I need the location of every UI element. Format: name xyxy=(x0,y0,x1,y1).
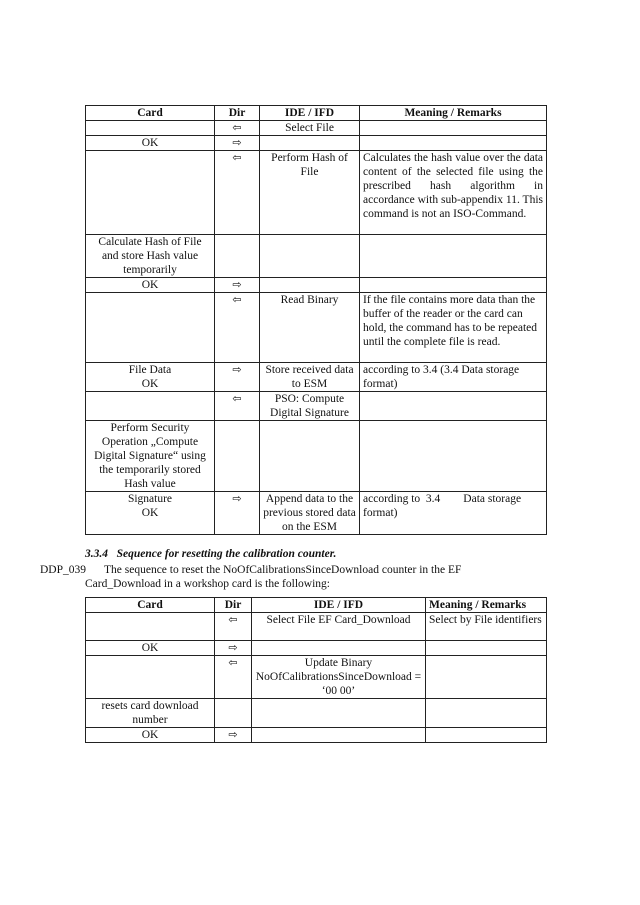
cell-meaning: according to 3.4 (3.4 Data storage format) xyxy=(360,363,547,392)
header-ide-ifd: IDE / IFD xyxy=(260,106,360,121)
table-row xyxy=(86,392,547,421)
table-header-row xyxy=(86,106,547,121)
header-ide-ifd: IDE / IFD xyxy=(252,598,426,613)
cell-card xyxy=(86,121,215,136)
cell-card: Signature OK xyxy=(86,492,215,535)
arrow-right-icon: ⇨ xyxy=(215,136,260,151)
cell-ide: Store received data to ESM xyxy=(260,363,360,392)
cell-card: OK xyxy=(86,136,215,151)
cell-meaning: Calculates the hash value over the data content of the selected file using the prescribed hash algorithm in accordance with sub-appendix 11. This command is not an ISO-Command. xyxy=(360,151,547,235)
cell-ide: PSO: Compute Digital Signature xyxy=(260,392,360,421)
table-row xyxy=(86,121,547,136)
cell-ide: Select File EF Card_Download xyxy=(252,613,426,641)
arrow-right-icon: ⇨ xyxy=(215,278,260,293)
cell-card xyxy=(86,613,215,641)
header-meaning: Meaning / Remarks xyxy=(360,106,547,121)
cell-card: resets card download number xyxy=(86,699,215,728)
section-number: 3.3.4 xyxy=(85,548,108,560)
header-dir: Dir xyxy=(215,106,260,121)
cell-ide xyxy=(260,136,360,151)
cell-ide xyxy=(252,641,426,656)
header-card: Card xyxy=(86,598,215,613)
header-dir: Dir xyxy=(215,598,252,613)
cell-card: OK xyxy=(86,728,215,743)
cell-meaning xyxy=(360,121,547,136)
section-title: Sequence for resetting the calibration counter. xyxy=(116,548,337,560)
table-row xyxy=(86,492,547,535)
cell-dir xyxy=(215,699,252,728)
table-row xyxy=(86,363,547,392)
cell-ide: Append data to the previous stored data on the ESM xyxy=(260,492,360,535)
requirement-paragraph xyxy=(40,563,546,591)
cell-card: Perform Security Operation „Compute Digital Signature“ using the temporarily stored Hash value xyxy=(86,421,215,492)
table-row xyxy=(86,421,547,492)
cell-card: File Data OK xyxy=(86,363,215,392)
sequence-table-reset-counter xyxy=(85,597,547,743)
table-row xyxy=(86,136,547,151)
cell-ide xyxy=(260,235,360,278)
cell-ide xyxy=(260,278,360,293)
cell-meaning: If the file contains more data than the buffer of the reader or the card can hold, the command has to be repeated until the complete file is read. xyxy=(360,293,547,363)
section-heading xyxy=(85,548,336,560)
table-row xyxy=(86,151,547,235)
cell-meaning xyxy=(360,136,547,151)
table-header-row xyxy=(86,598,547,613)
arrow-right-icon: ⇨ xyxy=(215,492,260,535)
paragraph-text-rest: Card_Download in a workshop card is the following: xyxy=(85,578,330,590)
cell-ide: Perform Hash of File xyxy=(260,151,360,235)
table-row xyxy=(86,641,547,656)
arrow-right-icon: ⇨ xyxy=(215,641,252,656)
cell-card xyxy=(86,392,215,421)
table-row xyxy=(86,728,547,743)
cell-meaning: Select by File identifiers xyxy=(426,613,547,641)
table-row xyxy=(86,613,547,641)
arrow-left-icon: ⇦ xyxy=(215,151,260,235)
cell-meaning xyxy=(426,656,547,699)
arrow-left-icon: ⇦ xyxy=(215,293,260,363)
cell-meaning xyxy=(360,392,547,421)
paragraph-text-first: The sequence to reset the NoOfCalibrationsSinceDownload counter in the EF xyxy=(104,564,462,576)
table-row xyxy=(86,235,547,278)
cell-meaning xyxy=(426,728,547,743)
cell-ide: Update Binary NoOfCalibrationsSinceDownload = ‘00 00’ xyxy=(252,656,426,699)
cell-dir xyxy=(215,235,260,278)
header-card: Card xyxy=(86,106,215,121)
cell-card: Calculate Hash of File and store Hash value temporarily xyxy=(86,235,215,278)
sequence-table-hash-signature xyxy=(85,105,547,535)
arrow-right-icon: ⇨ xyxy=(215,363,260,392)
arrow-left-icon: ⇦ xyxy=(215,656,252,699)
table-row xyxy=(86,293,547,363)
cell-dir xyxy=(215,421,260,492)
table-row xyxy=(86,278,547,293)
cell-ide xyxy=(252,728,426,743)
cell-card: OK xyxy=(86,641,215,656)
requirement-id: DDP_039 xyxy=(40,564,87,576)
arrow-right-icon: ⇨ xyxy=(215,728,252,743)
arrow-left-icon: ⇦ xyxy=(215,121,260,136)
cell-ide: Select File xyxy=(260,121,360,136)
cell-card xyxy=(86,151,215,235)
cell-meaning: according to 3.4 Data storage format) xyxy=(360,492,547,535)
cell-meaning xyxy=(360,278,547,293)
cell-meaning xyxy=(360,235,547,278)
cell-card xyxy=(86,293,215,363)
table-row xyxy=(86,699,547,728)
cell-ide xyxy=(252,699,426,728)
cell-meaning xyxy=(360,421,547,492)
cell-ide xyxy=(260,421,360,492)
table-row xyxy=(86,656,547,699)
header-meaning: Meaning / Remarks xyxy=(426,598,547,613)
cell-meaning xyxy=(426,699,547,728)
arrow-left-icon: ⇦ xyxy=(215,392,260,421)
cell-ide: Read Binary xyxy=(260,293,360,363)
cell-card: OK xyxy=(86,278,215,293)
cell-meaning xyxy=(426,641,547,656)
cell-card xyxy=(86,656,215,699)
arrow-left-icon: ⇦ xyxy=(215,613,252,641)
